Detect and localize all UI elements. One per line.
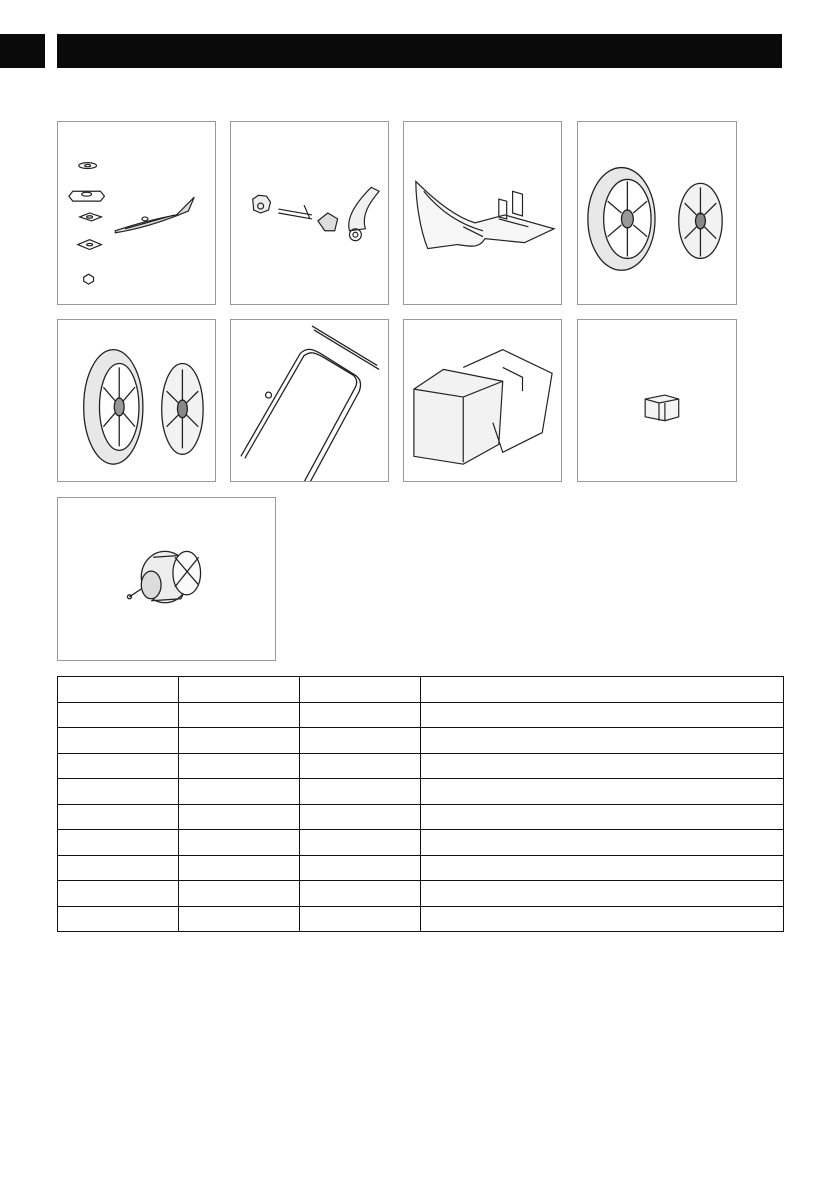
table-cell [300,855,421,881]
table-row [58,779,784,805]
table-cell [58,906,179,932]
page-number-tab [0,34,45,68]
table-cell [300,779,421,805]
table-row [58,677,784,703]
blade-hardware-icon [58,122,215,304]
table-cell [58,702,179,728]
parts-table [57,676,784,932]
grass-bag-icon [404,320,561,481]
handle-icon [231,320,388,481]
table-cell [58,779,179,805]
table-cell [58,677,179,703]
figure-rear-wheel [577,121,737,305]
table-cell [179,906,300,932]
table-cell [421,753,784,779]
table-row [58,881,784,907]
table-cell [300,702,421,728]
table-cell [179,855,300,881]
table-cell [179,830,300,856]
table-cell [179,779,300,805]
table-cell [58,830,179,856]
figure-small-box [577,319,737,482]
figure-discharge-chute [403,121,562,305]
rear-wheel-icon [578,122,736,304]
table-cell [179,881,300,907]
figure-motor [57,497,276,661]
table-row [58,906,784,932]
table-cell [58,881,179,907]
discharge-chute-icon [404,122,561,304]
table-cell [58,804,179,830]
table-row [58,728,784,754]
table-cell [58,753,179,779]
table-cell [300,753,421,779]
table-cell [300,677,421,703]
figure-axle-bolt [230,121,389,305]
table-cell [421,728,784,754]
table-cell [421,830,784,856]
table-row [58,702,784,728]
table-cell [179,728,300,754]
table-cell [179,753,300,779]
table-cell [300,804,421,830]
front-wheel-icon [58,320,215,481]
section-header [57,34,782,68]
table-cell [58,855,179,881]
table-cell [179,702,300,728]
figure-grass-bag [403,319,562,482]
table-cell [421,702,784,728]
figure-front-wheel [57,319,216,482]
figure-handle [230,319,389,482]
figure-blade-hardware [57,121,216,305]
axle-bolt-icon [231,122,388,304]
table-cell [421,677,784,703]
small-box-icon [578,320,736,481]
table-row [58,753,784,779]
table-cell [421,906,784,932]
table-row [58,830,784,856]
table-cell [179,804,300,830]
table-cell [300,728,421,754]
motor-icon [58,498,275,660]
table-cell [300,906,421,932]
table-cell [421,779,784,805]
table-cell [421,804,784,830]
table-cell [421,881,784,907]
table-row [58,804,784,830]
table-cell [300,830,421,856]
table-cell [300,881,421,907]
table-cell [421,855,784,881]
table-row [58,855,784,881]
table-cell [179,677,300,703]
table-cell [58,728,179,754]
